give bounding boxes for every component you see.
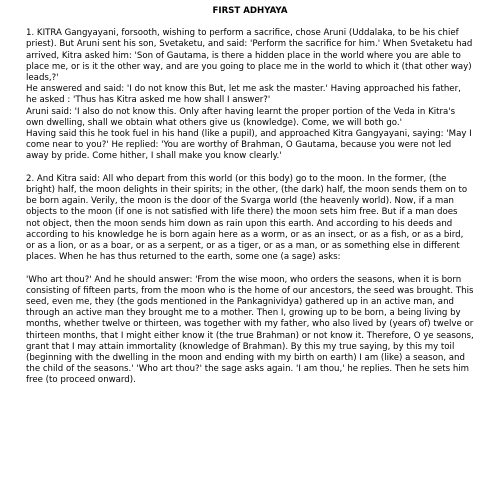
document-title: FIRST ADHYAYA	[212, 6, 288, 16]
paragraph-2: 2. And Kitra said: All who depart from this world (or this body) go to the moon. In the former, (the bright) half, the moon delights in their spirits; in the other, (the dark) half, the moon sends them on to be born again. Verily, the moon is the door of the Svarga world (the heavenly world). Now, if a man objects to the moon (if one is not satisfied with life there) the moon sets him free. But if a man does not object, then the moon sends him down as rain upon this earth. And according to his deeds and according to his knowledge he is born again here as a worm, or as an insect, or as a fish, or as a bird, or as a lion, or as a boar, or as a serpent, or as a tiger, or as a man, or as something else in different places. When he has thus returned to the earth, some one (a sage) asks:	[26, 173, 468, 263]
paragraph-gap	[26, 163, 474, 174]
paragraph-3: 'Who art thou?' And he should answer: 'From the wise moon, who orders the seasons, when it is born consisting of fifteen parts, from the moon who is the home of our ancestors, the seed was brought. This seed, even me, they (the gods mentioned in the Pankagnividya) gathered up in an active man, and through an active man they brought me to a mother. Then I, growing up to be born, a being living by months, whether twelve or thirteen, was together with my father, who also lived by (years of) twelve or thirteen months, that I might either know it (the true Brahman) or not know it. Therefore, O ye seasons, grant that I may attain immortality (knowledge of Brahman). By this my true saying, by this my toil (beginning with the dwelling in the moon and ending with my birth on earth) I am (like) a season, and the child of the seasons.' 'Who art thou?' the sage asks again. 'I am thou,' he replies. Then he sets him free (to proceed onward).	[26, 274, 474, 386]
paragraph-gap	[26, 263, 474, 274]
paragraph-1: 1. KITRA Gangyayani, forsooth, wishing to perform a sacrifice, chose Aruni (Uddalaka, to be his chief priest). But Aruni sent his son, Svetaketu, and said: 'Perform the sacrifice for him.' When Svetaketu had arrived, Kitra asked him: 'Son of Gautama, is there a hidden place in the world where you are able to place me, or is it the other way, and are you going to place me in the world to which it (that other way) leads,?' He answered and said: 'I do not know this But, let me ask the master.' Having approached his father, he asked : 'Thus has Kitra asked me how shall I answer?' Aruni said: 'I also do not know this. Only after having learnt the proper portion of the Veda in Kitra's own dwelling, shall we obtain what others give us (knowledge). Come, we will both go.' Having said this he took fuel in his hand (like a pupil), and approached Kitra Gangyayani, saying: 'May I come near to you?' He replied: 'You are worthy of Brahman, O Gautama, because you were not led away by pride. Come hither, I shall make you know clearly.'	[26, 28, 473, 162]
